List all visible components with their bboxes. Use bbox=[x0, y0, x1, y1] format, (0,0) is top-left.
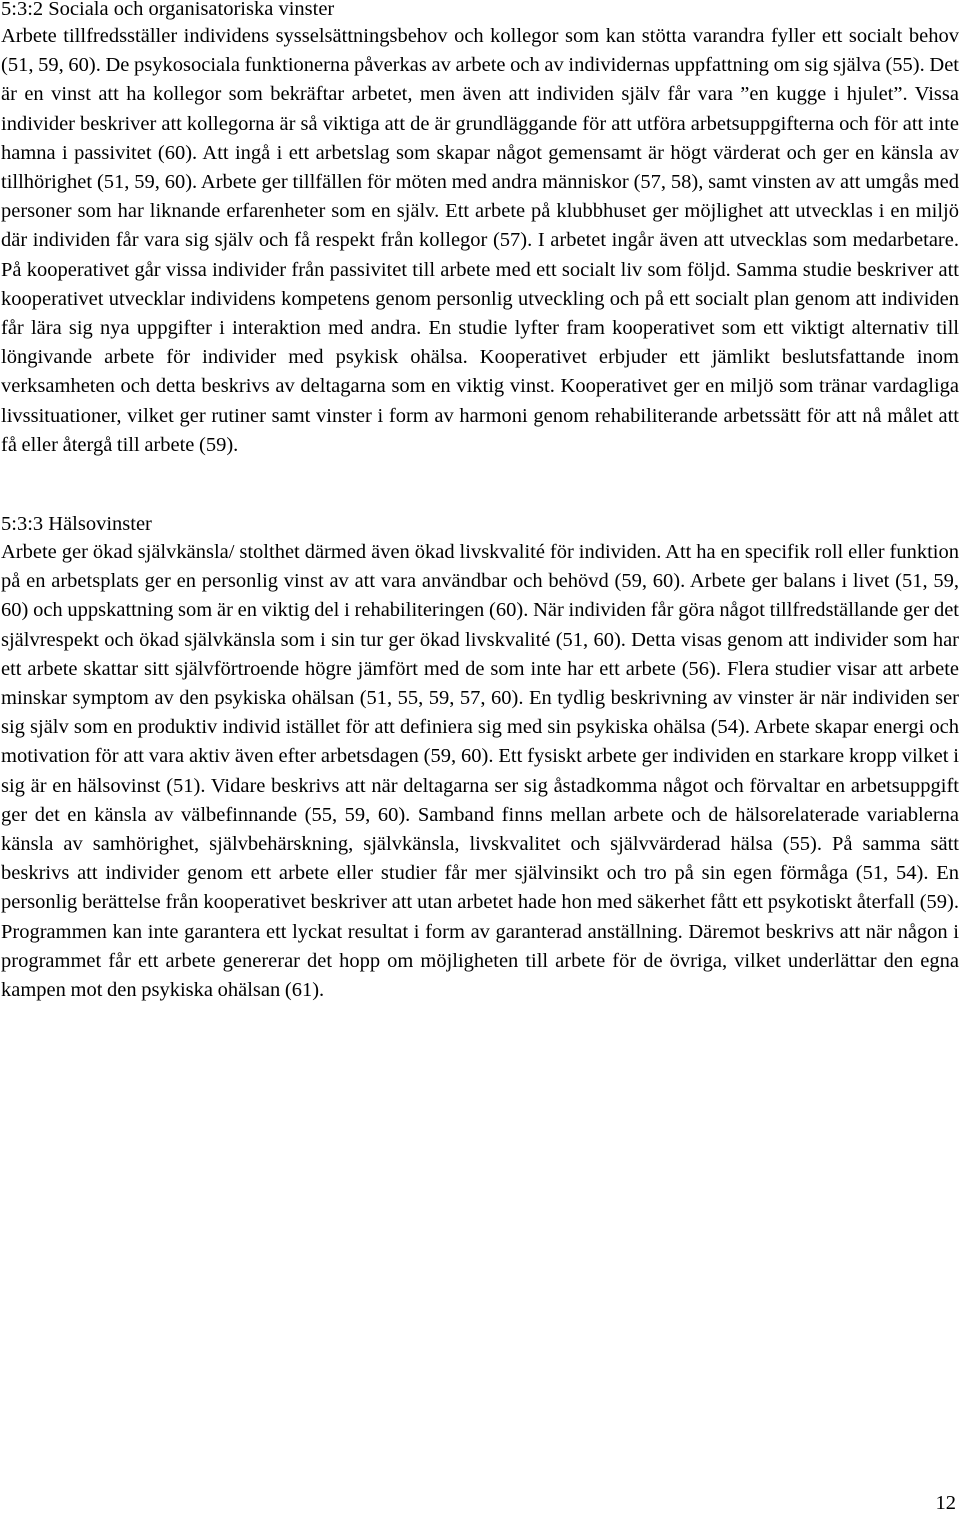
page-number: 12 bbox=[935, 1492, 956, 1514]
section-health-gains bbox=[1, 512, 959, 1005]
section-body: Arbete ger ökad självkänsla/ stolthet därmed även ökad livskvalité för individen. Att ha en specifik roll eller funktion på en arbetsplats ger en personlig vinst av att vara användbar och behövd (59, 60). Arbete ger balans i livet (51, 59, 60) och uppskattning som är en viktig del i rehabiliteringen (60). När individen får göra något tillfredställande ger det självrespekt och ökad självkänsla som i sin tur ger ökad livskvalité (51, 60). Detta visas genom att individer som har ett arbete skattar sitt självförtroende högre jämfört med de som inte har ett arbete (56). Flera studier visar att arbete minskar symptom av den psykiska ohälsan (51, 55, 59, 57, 60). En tydlig beskrivning av vinster är när individen ser sig själv som en produktiv individ istället för att definiera sig med sin psykiska ohälsa (54). Arbete skapar energi och motivation för att vara aktiv även efter arbetsdagen (59, 60). Ett fysiskt arbete ger individen en starkare kropp vilket i sig är en hälsovinst (51). Vidare beskrivs att när deltagarna ser sig åstadkomma något och förvaltar en arbetsuppgift ger det en känsla av välbefinnande (55, 59, 60). Samband finns mellan arbete och de hälsorelaterade variablerna känsla av samhörighet, självbehärskning, självkänsla, livskvalitet och självvärderad hälsa (55). På samma sätt beskrivs att individer genom ett arbete eller studier får mer självinsikt och tro på sin egen förmåga (51, 54). En personlig berättelse från kooperativet beskriver att utan arbetet hade hon med säkerhet fått ett psykotiskt återfall (59). Programmen kan inte garantera ett lyckat resultat i form av garanterad anställning. Däremot beskrivs att när någon i programmet får ett arbete genererar det hopp om möjligheten till arbete för de övriga, vilket underlättar den egna kampen mot den psykiska ohälsan (61). bbox=[1, 541, 959, 1002]
section-heading: 5:3:2 Sociala och organisatoriska vinster bbox=[1, 0, 335, 20]
section-body: Arbete tillfredsställer individens sysselsättningsbehov och kollegor som kan stötta varandra fyller ett socialt behov (51, 59, 60). De psykosociala funktionerna påverkas av arbete och av individernas uppfattning om sig själva (55). Det är en vinst att ha kollegor som bekräftar arbetet, men även att individen själv får vara ”en kugge i hjulet”. Vissa individer beskriver att kollegorna är så viktiga att de är grundläggande för att utföra arbetsuppgifterna och för att inte hamna i passivitet (60). Att ingå i ett arbetslag som skapar något gemensamt är högt värderat och ger en känsla av tillhörighet (51, 59, 60). Arbete ger tillfällen för möten med andra människor (57, 58), samt vinsten av att umgås med personer som har liknande erfarenheter som en själv. Ett arbete på klubbhuset ger möjlighet att utvecklas i en miljö där individen får vara sig själv och få respekt från kollegor (57). I arbetet ingår även att utvecklas som medarbetare. På kooperativet går vissa individer från passivitet till arbete med ett socialt liv som följd. Samma studie beskriver att kooperativet utvecklar individens kompetens genom personlig utveckling och på ett socialt plan genom att individen får lära sig nya uppgifter i interaktion med andra. En studie lyfter fram kooperativet som ett viktigt alternativ till löngivande arbete för individer med psykisk ohälsa. Kooperativet erbjuder ett jämlikt beslutsfattande inom verksamheten och detta beskrivs av deltagarna som en viktig vinst. Kooperativet ger en miljö som tränar vardagliga livssituationer, vilket ger rutiner samt vinster i form av harmoni genom rehabiliterande arbetssätt för att nå målet att få eller återgå till arbete (59). bbox=[1, 25, 959, 456]
section-social-organizational-gains bbox=[1, 0, 959, 460]
section-heading: 5:3:3 Hälsovinster bbox=[1, 513, 152, 536]
page-content bbox=[1, 0, 959, 1005]
